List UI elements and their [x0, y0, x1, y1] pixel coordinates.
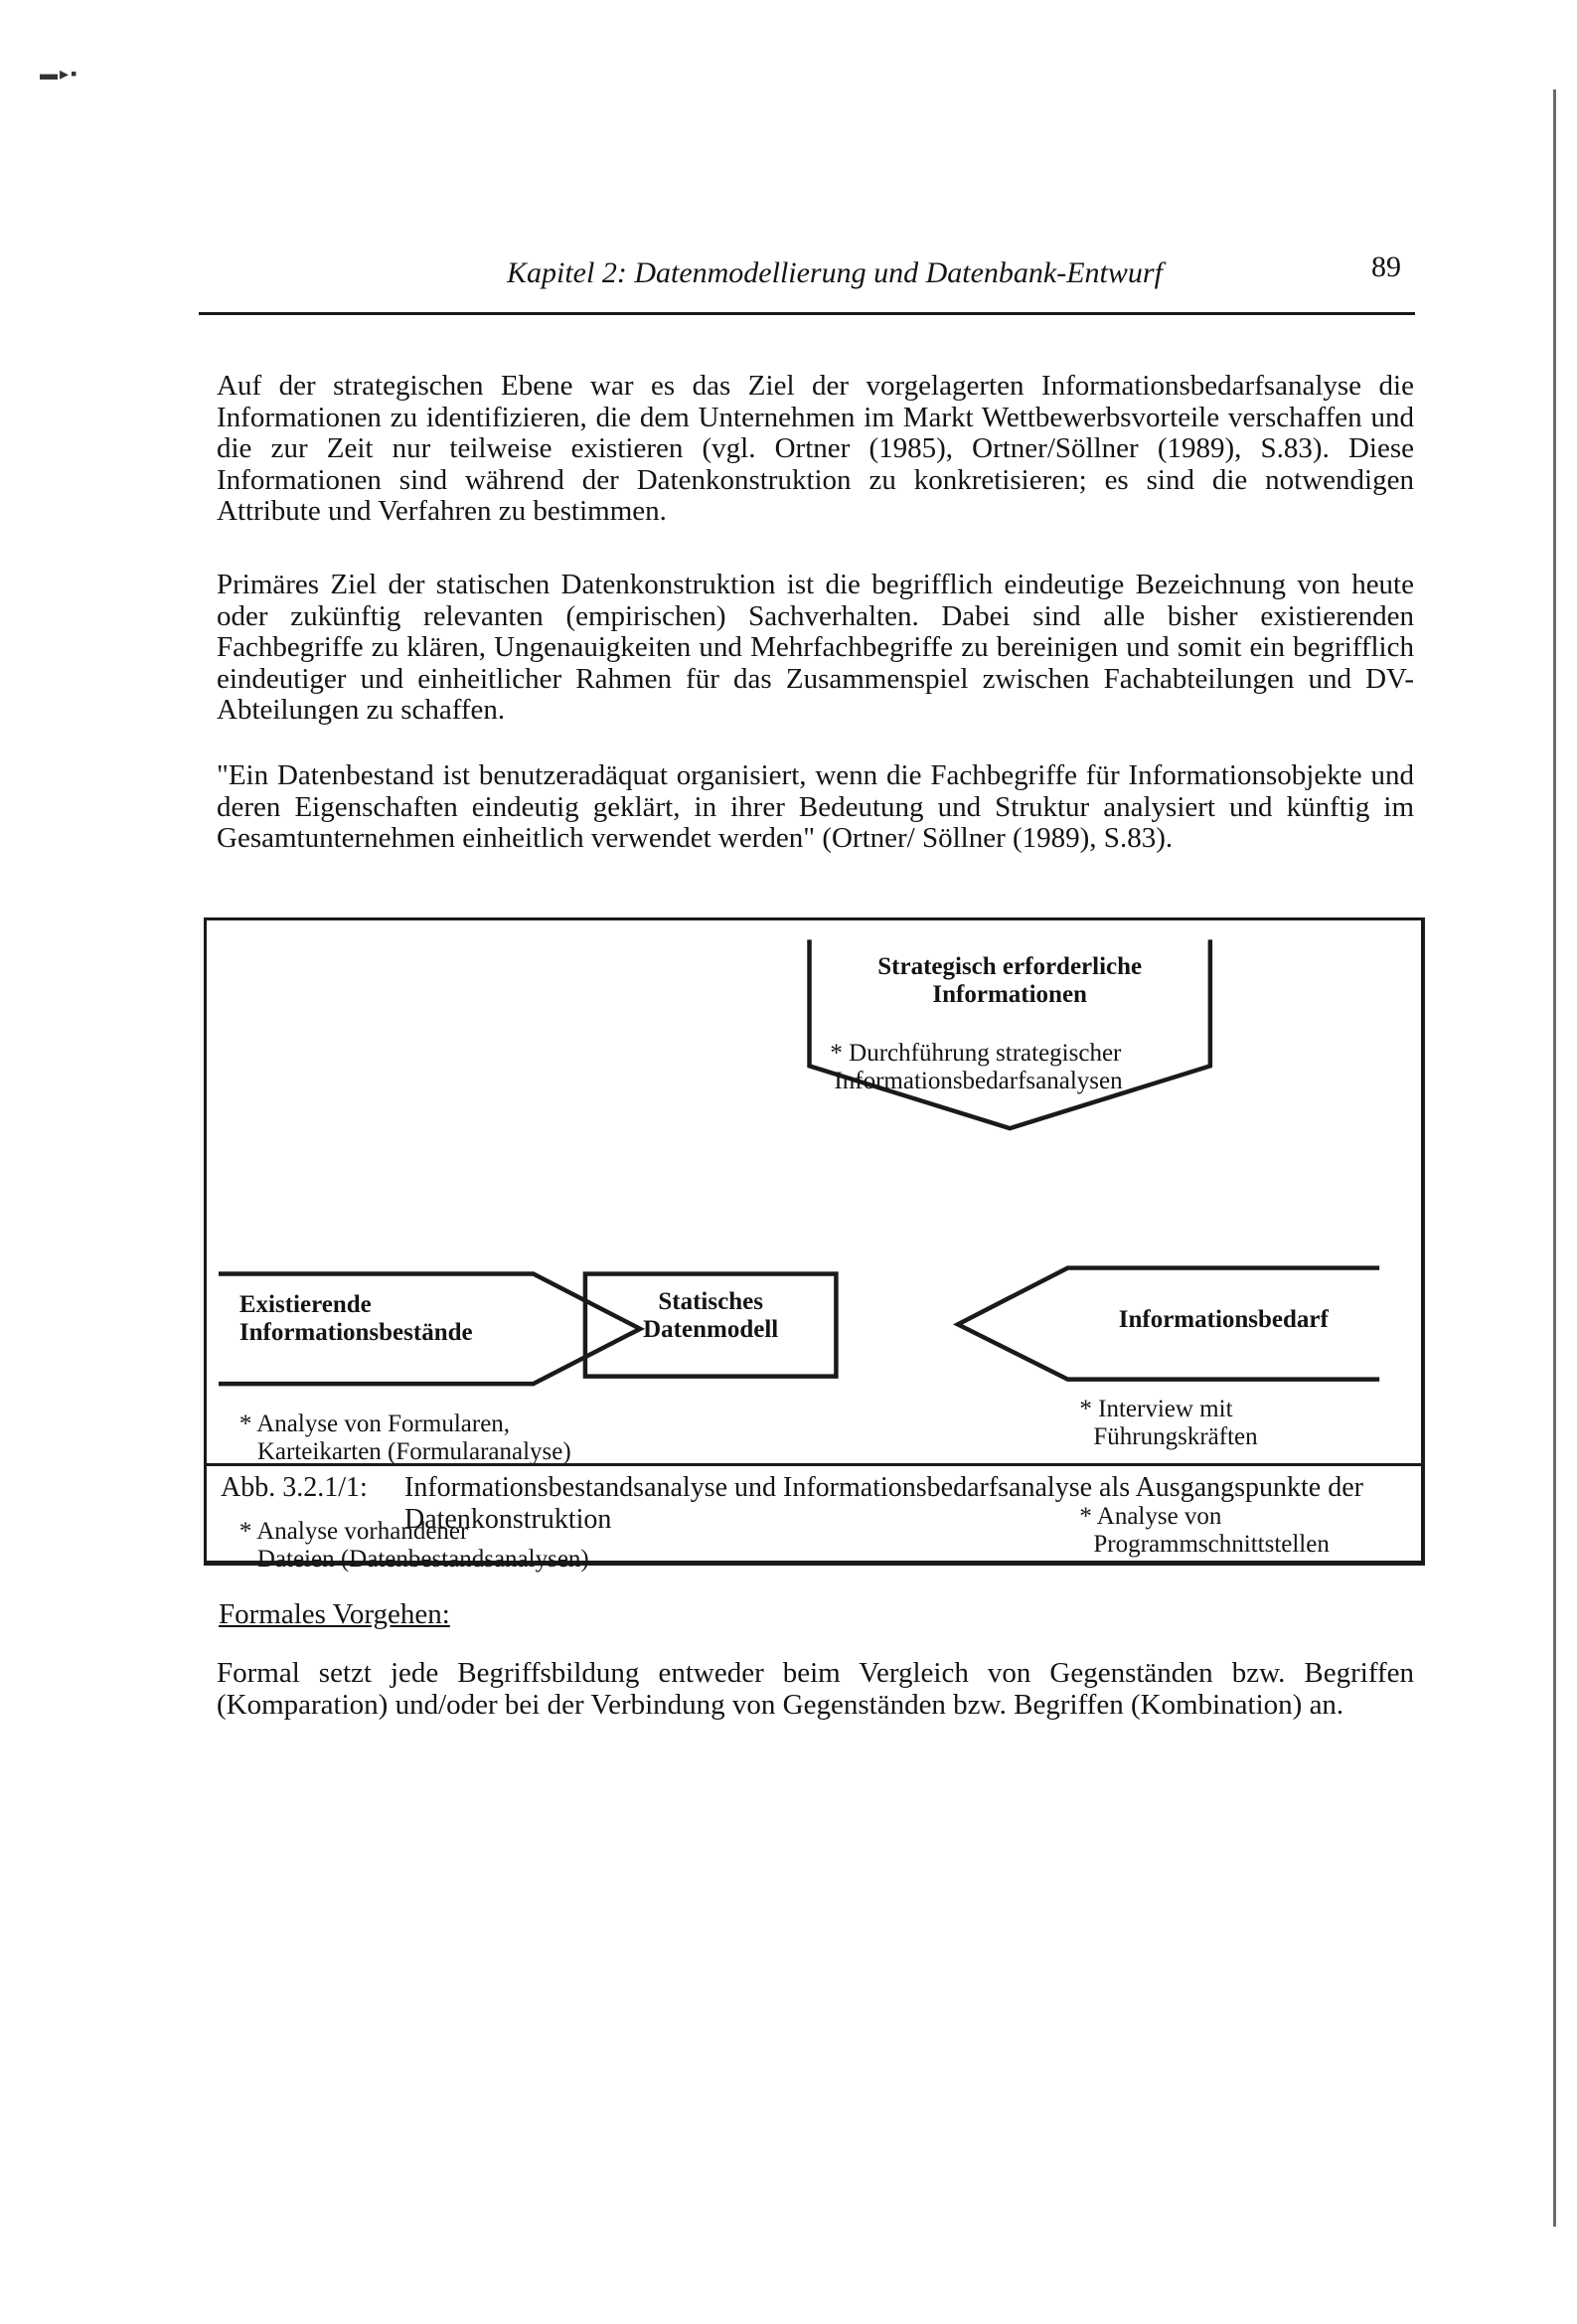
paragraph-2: Primäres Ziel der statischen Datenkonstruktion ist die begrifflich eindeutige Bezeichnung von heute oder zukünftig relevanten (empirischen) Sachverhalten. Dabei sind alle bisher existierenden Fachbegriffe zu klären, Ungenauigkeiten und Mehrfachbegriffe zu bereinigen und somit ein begrifflich eindeutiger und einheitlicher Rahmen für das Zusammenspiel zwischen Fachabteilungen und DV-Abteilungen zu schaffen.: [217, 569, 1414, 726]
paragraph-3: "Ein Datenbestand ist benutzeradäquat organisiert, wenn die Fachbegriffe für Informationsobjekte und deren Eigenschaften eindeutig geklärt, in ihrer Bedeutung und Struktur analysiert und künftig im Gesamtunternehmen einheitlich verwendet werden" (Ortner/ Söllner (1989), S.83).: [217, 759, 1414, 854]
right-bullet-2-line1: * Analyse von: [1079, 1502, 1222, 1530]
top-box-bullet-line1: * Durchführung strategischer: [830, 1039, 1122, 1067]
top-box-bullet-line2: Informationsbedarfsanalysen: [834, 1067, 1123, 1094]
center-box-line2: Datenmodell: [643, 1316, 779, 1344]
left-bullet-2-line2: Dateien (Datenbestandsanalysen): [256, 1545, 589, 1573]
center-box-label: [585, 1288, 836, 1344]
right-bullet-1: [1079, 1396, 1391, 1451]
left-box-line2: Informationsbestände: [238, 1319, 473, 1347]
section-heading: Formales Vorgehen:: [219, 1598, 450, 1630]
top-box-title-line1: Strategisch erforderliche: [877, 952, 1143, 980]
right-bullet-1-line1: * Interview mit: [1079, 1396, 1233, 1423]
section-paragraph: Formal setzt jede Begriffsbildung entweder beim Vergleich von Gegenständen bzw. Begriffen (Komparation) und/oder bei der Verbindung von Gegenständen bzw. Begriffen (Kombination) an.: [217, 1657, 1414, 1721]
top-box-bullet: [830, 1040, 1215, 1095]
right-bullet-2-line2: Programmschnittstellen: [1093, 1530, 1330, 1558]
page-header: [199, 250, 1415, 315]
left-box-label: [239, 1291, 596, 1347]
right-box-line1: Informationsbedarf: [1118, 1306, 1329, 1334]
right-bullet-1-line2: Führungskräften: [1093, 1423, 1258, 1451]
figure-caption-number: Abb. 3.2.1/1:: [221, 1472, 368, 1503]
left-bullet-1-line2: Karteikarten (Formularanalyse): [256, 1437, 571, 1465]
left-bullet-1-line1: * Analyse von Formularen,: [238, 1410, 511, 1437]
left-bullet-2-line1: * Analyse vorhandener: [238, 1517, 469, 1545]
paragraph-1: Auf der strategischen Ebene war es das Ziel der vorgelagerten Informationsbedarfsanalyse die Informationen zu identifizieren, die dem Unternehmen im Markt Wettbewerbsvorteile verschaffen und die zur Zeit nur teilweise existieren (vgl. Ortner (1985), Ortner/Söllner (1989), S.83). Diese Informationen sind während der Datenkonstruktion zu konkretisieren; es sind die notwendigen Attribute und Verfahren zu bestimmen.: [217, 370, 1414, 527]
right-box-label: [1067, 1306, 1379, 1334]
scan-margin-mark: ▬▸▪: [40, 64, 79, 83]
scan-edge-line: [1553, 89, 1556, 2227]
figure-caption-text: Informationsbestandsanalyse und Informationsbedarfsanalyse als Ausgangspunkte der Datenkonstruktion: [404, 1472, 1363, 1535]
header-title: Kapitel 2: Datenmodellierung und Datenbank-Entwurf: [507, 256, 1163, 289]
left-bullet-1: [239, 1411, 685, 1466]
top-box-title-line2: Informationen: [932, 980, 1087, 1008]
figure-frame: [204, 917, 1425, 1573]
left-box-line1: Existierende: [238, 1291, 372, 1319]
caption-divider: [207, 1463, 1421, 1466]
top-box-title: [810, 953, 1210, 1009]
center-box-line1: Statisches: [658, 1288, 763, 1316]
page-number: 89: [1371, 250, 1401, 283]
